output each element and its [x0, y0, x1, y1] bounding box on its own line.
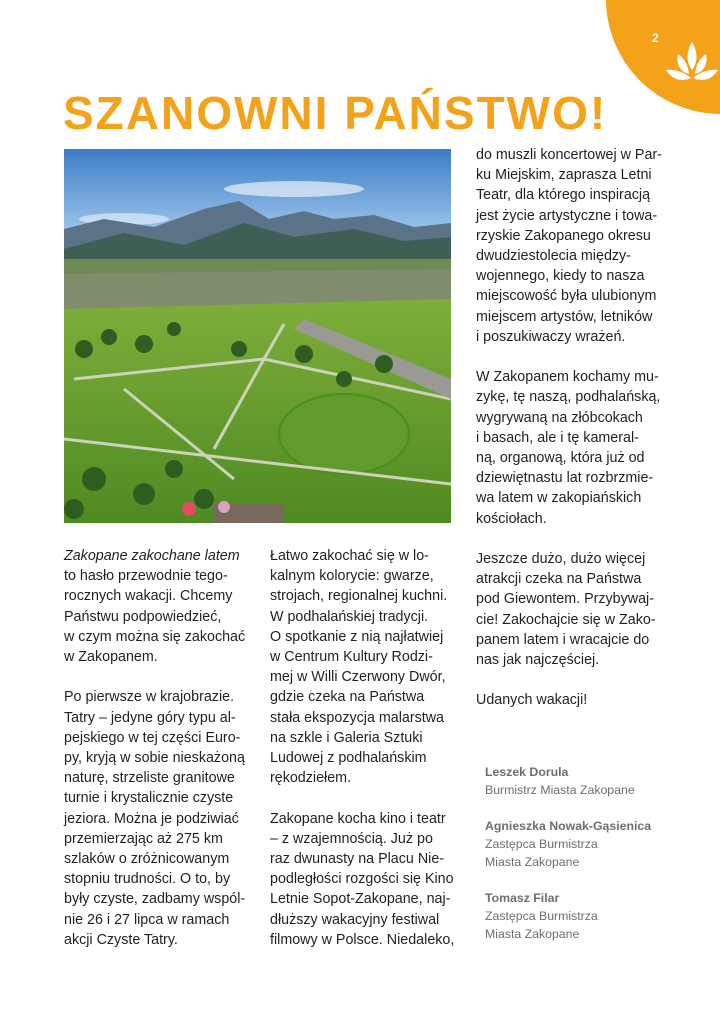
text-line: ku Miejskim, zaprasza Letni [476, 167, 652, 184]
text-line: Zakopane kocha kino i teatr [270, 810, 446, 827]
text-line: jeziora. Można je podziwiać [64, 810, 239, 827]
text-line: nie 26 i 27 lipca w ramach [64, 911, 230, 928]
text-line: pejskiego w tej części Euro- [64, 729, 241, 746]
page-number: 2 [652, 31, 659, 45]
text-line: Udanych wakacji! [476, 692, 588, 709]
text-line: dłuższy wakacyjny festiwal [270, 911, 440, 928]
text-line: kościołach. [476, 510, 547, 527]
text-line: akcji Czyste Tatry. [64, 931, 178, 948]
page-title: SZANOWNI PAŃSTWO! [63, 87, 608, 139]
text-line: w czym można się zakochać [64, 628, 246, 645]
text-line: Tatry – jedyne góry typu al- [64, 709, 236, 726]
text-line: dwudziestolecia między- [476, 248, 631, 265]
text-line: były czyste, zadbamy wspól- [64, 891, 246, 908]
culture-paragraph [270, 546, 454, 788]
text-line: w Centrum Kultury Rodzi- [270, 649, 433, 666]
text-line: naturę, strzeliste granitowe [64, 770, 235, 787]
text-line: filmowy w Polsce. Niedaleko, [270, 931, 455, 948]
text-line: py, kryją w sobie nieskażoną [64, 750, 245, 767]
text-line: W Zakopanem kochamy mu- [476, 369, 659, 386]
text-line: stała ekspozycja malarstwa [270, 709, 445, 726]
text-line: stopniu trudności. O to, by [64, 871, 231, 888]
mountain-flower-logo-icon [664, 36, 720, 96]
text-line: W podhalańskiej tradycji. [270, 608, 429, 625]
text-line: miejscem artystów, letników [476, 308, 653, 325]
text-line: na szkle i Galeria Sztuki [270, 729, 423, 746]
signer-role: Burmistrz Miasta Zakopane [485, 783, 635, 797]
text-line: miejscowość była ulubionym [476, 288, 657, 305]
text-line: wa latem w zakopiańskich [476, 490, 642, 507]
text-line: do muszli koncertowej w Par- [476, 147, 662, 163]
signer-name: Tomasz Filar [485, 891, 560, 905]
text-line: cie! Zakochajcie się w Zako- [476, 611, 656, 628]
music-paragraph [476, 367, 662, 529]
text-line: Ludowej z podhalańskim [270, 750, 427, 767]
signer-role: Zastępca Burmistrza [485, 909, 598, 923]
zakopane-aerial-photo [64, 149, 451, 523]
text-line: dziewiętnastu lat rozbrzmie- [476, 470, 654, 487]
text-line: przemierzając aż 275 km [64, 830, 223, 847]
text-line: wojennego, kiedy to nasza [476, 268, 645, 285]
text-line: zykę, tę naszą, podhalańską, [476, 389, 661, 406]
signer-name: Leszek Dorula [485, 765, 569, 779]
column-3 [476, 145, 662, 731]
signatures [485, 763, 651, 961]
invitation-paragraph [476, 549, 662, 670]
text-line: mej w Willi Czerwony Dwór, [270, 669, 446, 686]
text-line: wygrywaną na złóbcokach [476, 409, 643, 426]
text-line: pod Giewontem. Przybywaj- [476, 591, 654, 608]
column-1 [64, 546, 245, 970]
text-line: w Zakopanem. [64, 649, 158, 666]
text-line: rocznych wakacji. Chcemy [64, 588, 233, 605]
closing-paragraph [476, 690, 662, 710]
text-line: Letnie Sopot-Zakopane, naj- [270, 891, 451, 908]
signature-block [485, 817, 651, 871]
text-line: gdzie czeka na Państwa [270, 689, 425, 706]
text-line: raz dwunasty na Placu Nie- [270, 851, 445, 868]
text-line: ną, organową, która już od [476, 450, 645, 467]
landscape-paragraph [64, 687, 245, 950]
text-line: rzyskie Zakopanego okresu [476, 227, 651, 244]
text-line: – z wzajemnością. Już po [270, 830, 433, 847]
text-line: Zakopane zakochane latem [64, 548, 240, 564]
text-line: Teatr, dla którego inspiracją [476, 187, 651, 204]
text-line: i poszukiwaczy wrażeń. [476, 328, 626, 345]
text-line: Państwu podpowiedzieć, [64, 608, 222, 625]
signature-block [485, 763, 651, 799]
text-line: to hasło przewodnie tego- [64, 568, 228, 585]
text-line: turnie i krystalicznie czyste [64, 790, 234, 807]
text-line: kalnym kolorycie: gwarze, [270, 568, 434, 585]
signer-role: Zastępca Burmistrza [485, 837, 598, 851]
column-2 [270, 546, 454, 970]
text-line: jest życie artystyczne i towa- [476, 207, 658, 224]
text-line: rękodziełem. [270, 770, 352, 787]
signature-block [485, 889, 651, 943]
text-line: strojach, regionalnej kuchni. [270, 588, 448, 605]
text-line: podległości rozgości się Kino [270, 871, 454, 888]
text-line: panem latem i wracajcie do [476, 631, 650, 648]
text-line: nas jak najczęściej. [476, 652, 600, 669]
cinema-paragraph [270, 809, 454, 950]
text-line: O spotkanie z nią najłatwiej [270, 628, 444, 645]
signer-role: Miasta Zakopane [485, 855, 580, 869]
theatre-paragraph [476, 145, 662, 347]
text-line: atrakcji czeka na Państwa [476, 571, 642, 588]
text-line: i basach, ale i tę kameral- [476, 429, 639, 446]
text-line: szlaków o zróżnicowanym [64, 851, 230, 868]
text-line: Łatwo zakochać się w lo- [270, 548, 429, 564]
signer-name: Agnieszka Nowak-Gąsienica [485, 819, 652, 833]
text-line: Jeszcze dużo, dużo więcej [476, 551, 646, 568]
text-line: Po pierwsze w krajobrazie. [64, 689, 235, 706]
intro-paragraph [64, 546, 245, 667]
signer-role: Miasta Zakopane [485, 927, 580, 941]
